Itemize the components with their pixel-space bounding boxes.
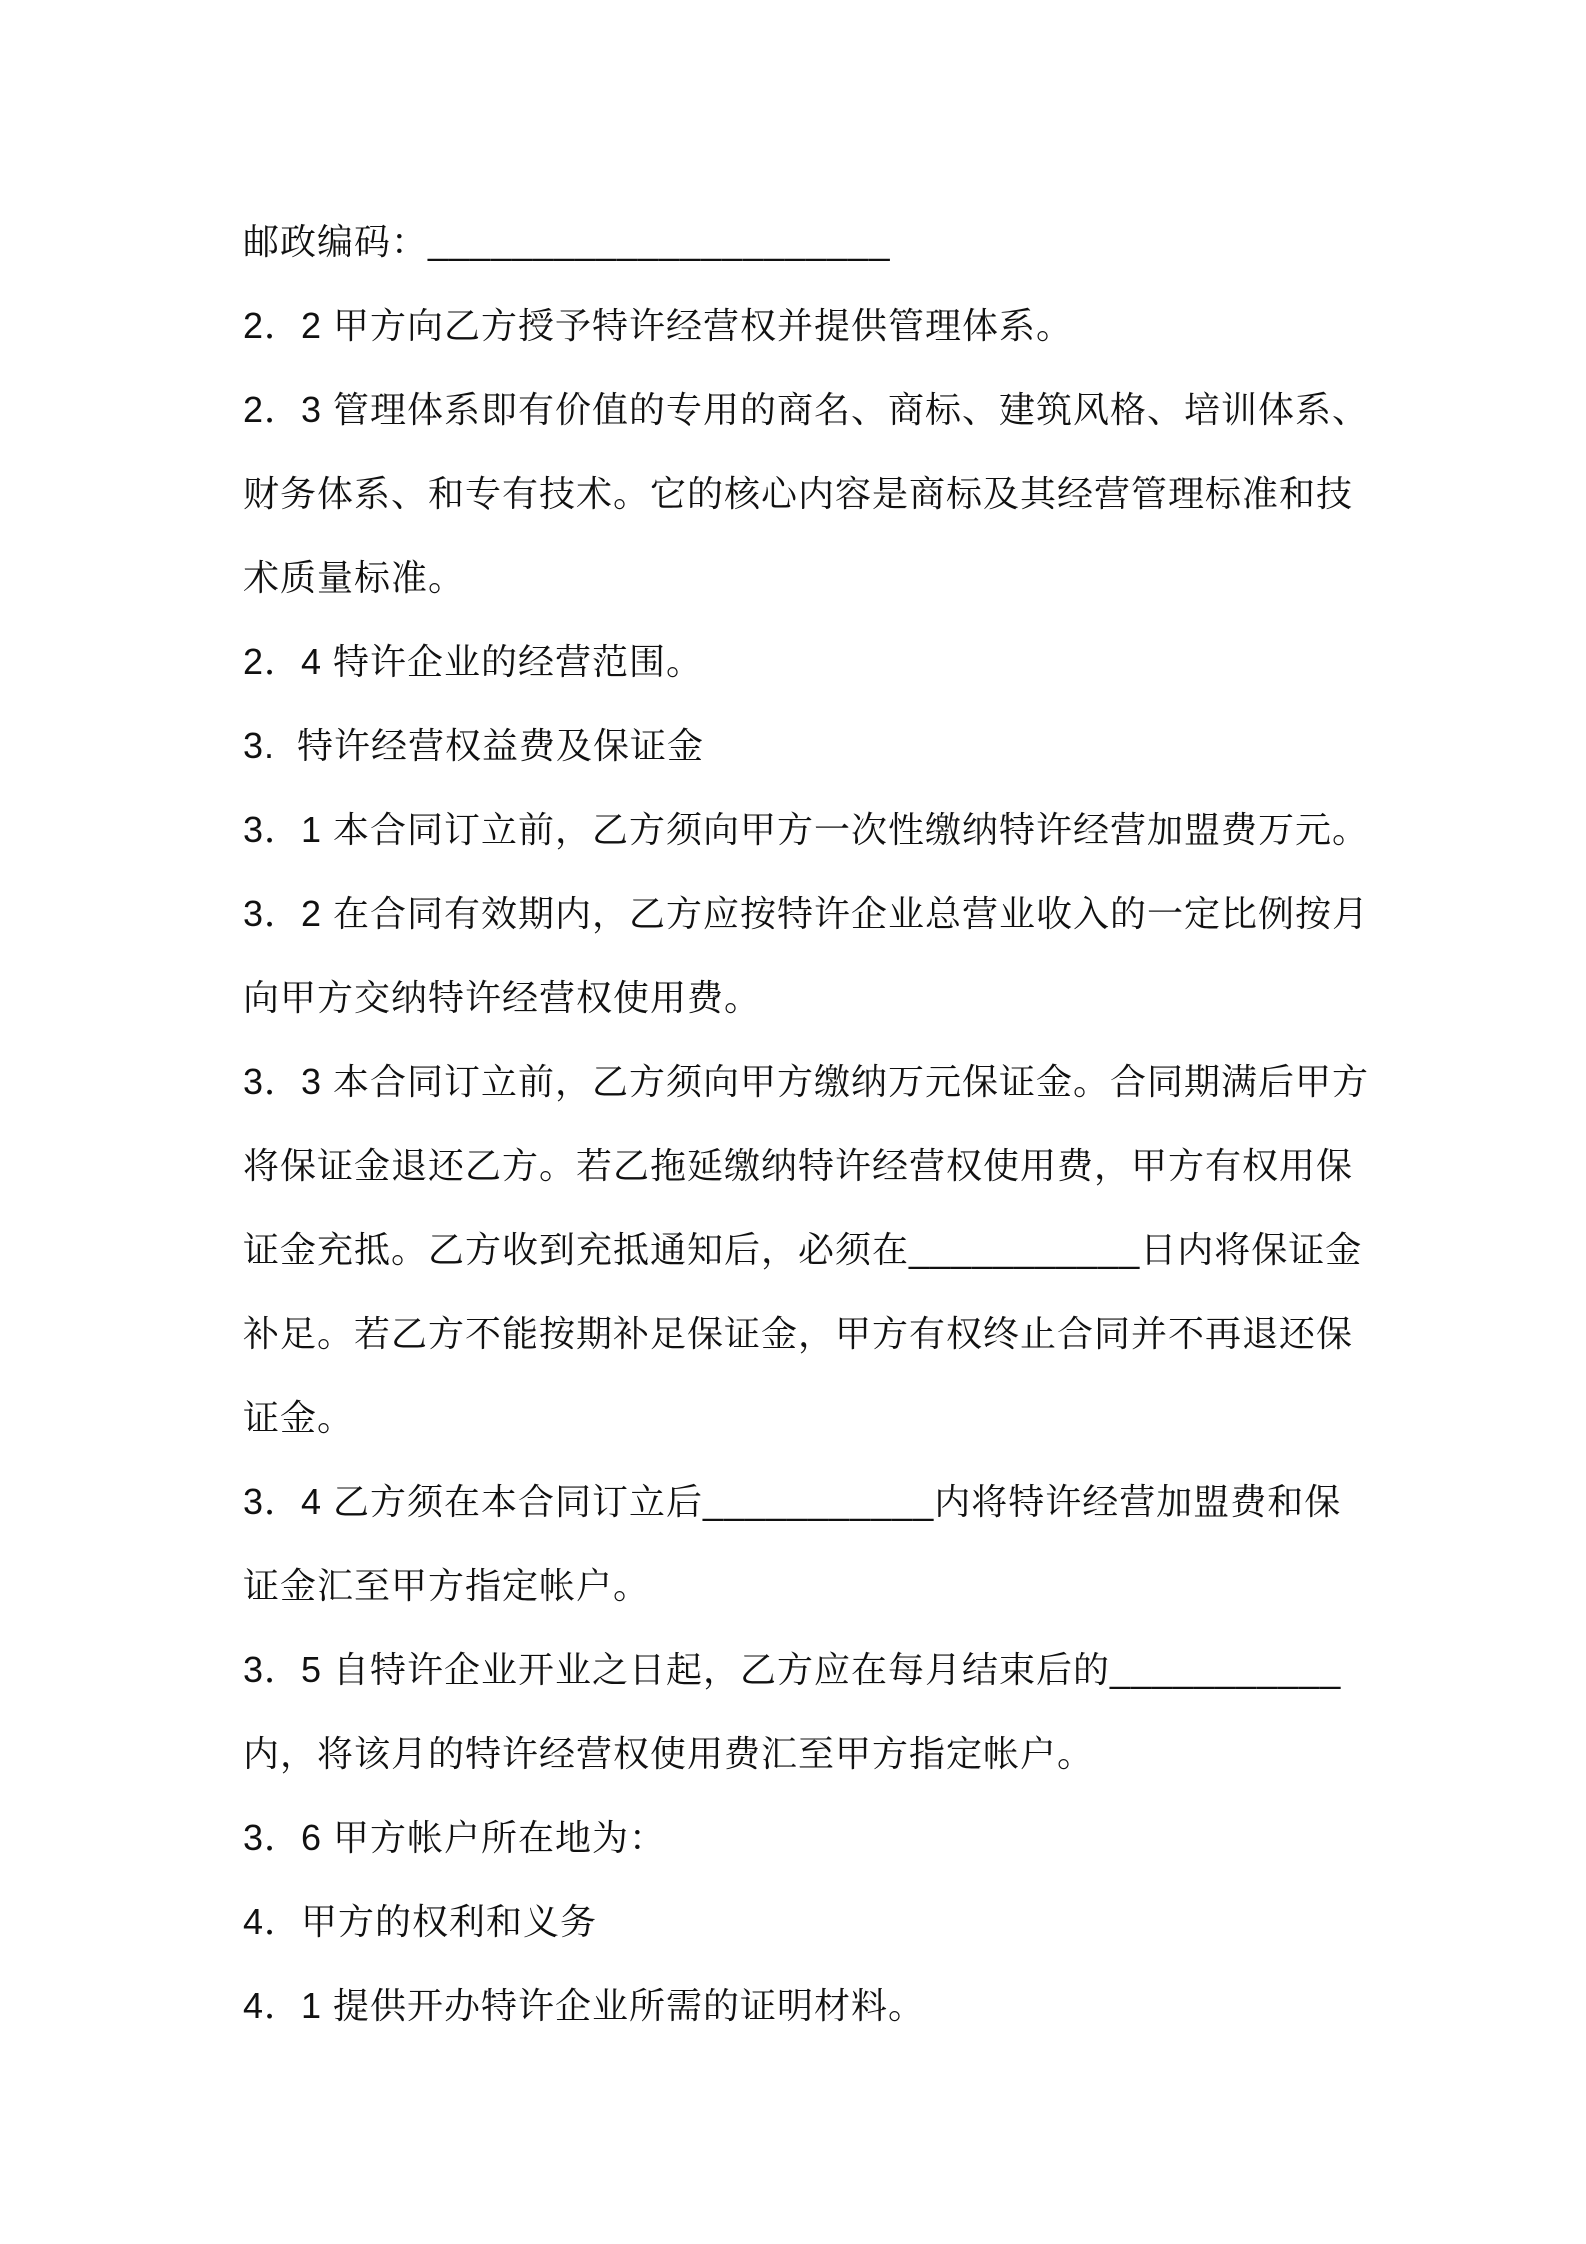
clause-2-3: 2．3 管理体系即有价值的专用的商名、商标、建筑风格、培训体系、财务体系、和专有技术。它的核心内容是商标及其经营管理标准和技术质量标准。 bbox=[243, 389, 1370, 598]
section-3-heading: 3. 特许经营权益费及保证金 bbox=[243, 725, 705, 766]
clause-3-1: 3．1 本合同订立前，乙方须向甲方一次性缴纳特许经营加盟费万元。 bbox=[243, 809, 1370, 850]
clause-3-3: 3．3 本合同订立前，乙方须向甲方缴纳万元保证金。合同期满后甲方将保证金退还乙方。若乙拖延缴纳特许经营权使用费，甲方有权用保证金充抵。乙方收到充抵通知后，必须在___________日内将保证金补足。若乙方不能按期补足保证金，甲方有权终止合同并不再退还保证金。 bbox=[243, 1061, 1370, 1438]
clause-3-4: 3．4 乙方须在本合同订立后___________内将特许经营加盟费和保证金汇至甲方指定帐户。 bbox=[243, 1481, 1342, 1606]
clause-4-1: 4．1 提供开办特许企业所需的证明材料。 bbox=[243, 1985, 926, 2026]
clause-3-6: 3．6 甲方帐户所在地为： bbox=[243, 1817, 667, 1858]
clause-2-2: 2．2 甲方向乙方授予特许经营权并提供管理体系。 bbox=[243, 305, 1074, 346]
section-4-heading: 4．甲方的权利和义务 bbox=[243, 1901, 598, 1942]
postal-code-line: 邮政编码：______________________ bbox=[243, 221, 891, 262]
clause-3-5: 3．5 自特许企业开业之日起，乙方应在每月结束后的___________内，将该月的特许经营权使用费汇至甲方指定帐户。 bbox=[243, 1649, 1342, 1774]
clause-2-4: 2．4 特许企业的经营范围。 bbox=[243, 641, 704, 682]
clause-3-2: 3．2 在合同有效期内，乙方应按特许企业总营业收入的一定比例按月向甲方交纳特许经营权使用费。 bbox=[243, 893, 1370, 1018]
document-body bbox=[243, 200, 1373, 2048]
